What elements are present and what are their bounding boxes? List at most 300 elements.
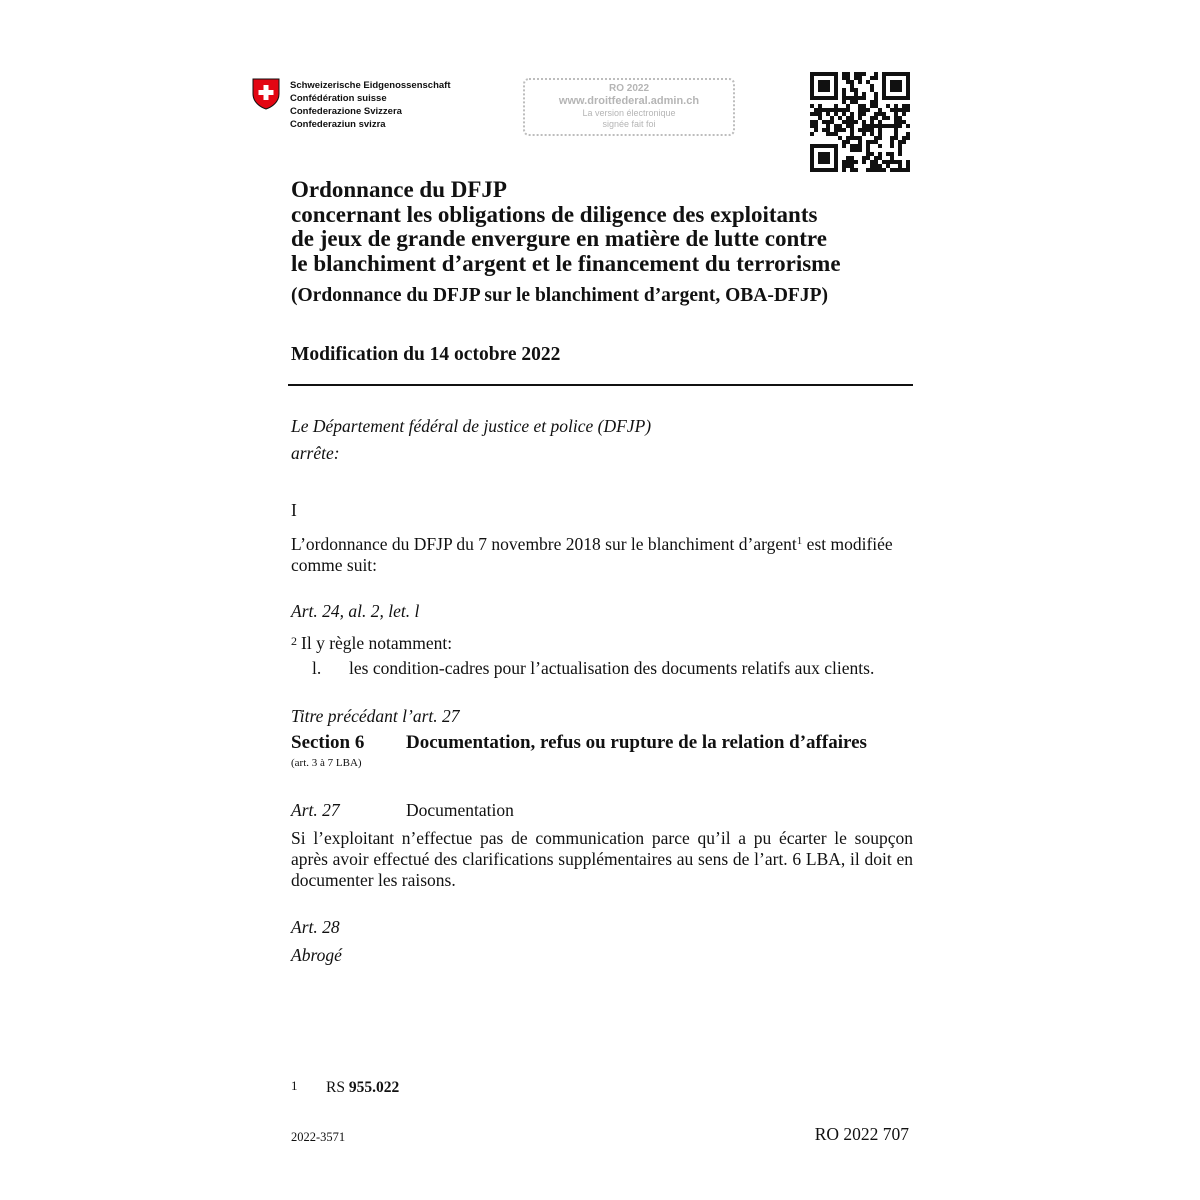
section-reference: (art. 3 à 7 LBA) bbox=[291, 757, 362, 769]
qr-module bbox=[902, 136, 906, 140]
qr-module bbox=[874, 76, 878, 80]
qr-module bbox=[846, 104, 850, 108]
qr-module bbox=[866, 140, 870, 144]
qr-module bbox=[854, 88, 858, 92]
qr-module bbox=[842, 164, 846, 168]
qr-module bbox=[866, 152, 870, 156]
qr-module bbox=[834, 124, 838, 128]
qr-module bbox=[874, 104, 878, 108]
qr-module bbox=[834, 144, 838, 148]
qr-module bbox=[870, 140, 874, 144]
qr-module bbox=[894, 96, 898, 100]
qr-module bbox=[834, 168, 838, 172]
qr-module bbox=[858, 136, 862, 140]
qr-module bbox=[854, 148, 858, 152]
qr-module bbox=[826, 128, 830, 132]
art27-title: Documentation bbox=[406, 800, 514, 820]
qr-module bbox=[826, 112, 830, 116]
electronic-signature-stamp bbox=[523, 78, 735, 136]
qr-module bbox=[862, 72, 866, 76]
qr-module bbox=[870, 124, 874, 128]
qr-module bbox=[846, 156, 850, 160]
confederation-name-fr: Confédération suisse bbox=[290, 93, 387, 104]
qr-module bbox=[818, 168, 822, 172]
qr-module bbox=[882, 96, 886, 100]
qr-module bbox=[870, 100, 874, 104]
qr-module bbox=[862, 112, 866, 116]
qr-module bbox=[882, 88, 886, 92]
qr-module bbox=[826, 132, 830, 136]
qr-module bbox=[894, 108, 898, 112]
qr-module bbox=[818, 72, 822, 76]
qr-module bbox=[814, 112, 818, 116]
qr-module bbox=[846, 164, 850, 168]
qr-module bbox=[898, 88, 902, 92]
qr-module bbox=[834, 108, 838, 112]
qr-module bbox=[886, 160, 890, 164]
qr-module bbox=[874, 92, 878, 96]
qr-module bbox=[838, 116, 842, 120]
qr-module bbox=[838, 108, 842, 112]
qr-module bbox=[830, 132, 834, 136]
qr-module bbox=[862, 96, 866, 100]
qr-module bbox=[858, 108, 862, 112]
qr-module bbox=[882, 168, 886, 172]
qr-module bbox=[854, 96, 858, 100]
qr-module bbox=[862, 108, 866, 112]
qr-module bbox=[842, 144, 846, 148]
qr-module bbox=[878, 164, 882, 168]
document-short-title: (Ordonnance du DFJP sur le blanchiment d’argent, OBA-DFJP) bbox=[291, 285, 828, 306]
qr-module bbox=[874, 96, 878, 100]
qr-module bbox=[826, 156, 830, 160]
qr-module bbox=[810, 88, 814, 92]
qr-module bbox=[902, 120, 906, 124]
qr-module bbox=[846, 124, 850, 128]
qr-module bbox=[886, 72, 890, 76]
qr-module bbox=[874, 116, 878, 120]
qr-module bbox=[854, 136, 858, 140]
qr-module bbox=[870, 84, 874, 88]
qr-module bbox=[874, 168, 878, 172]
qr-module bbox=[894, 132, 898, 136]
qr-module bbox=[878, 136, 882, 140]
qr-module bbox=[898, 72, 902, 76]
qr-module bbox=[810, 124, 814, 128]
qr-module bbox=[890, 152, 894, 156]
qr-module bbox=[894, 80, 898, 84]
qr-module bbox=[890, 160, 894, 164]
qr-module bbox=[898, 116, 902, 120]
qr-module bbox=[818, 84, 822, 88]
qr-module bbox=[822, 144, 826, 148]
qr-module bbox=[818, 96, 822, 100]
confederation-name-de: Schweizerische Eidgenossenschaft bbox=[290, 80, 451, 91]
qr-module bbox=[810, 80, 814, 84]
amendment-intro bbox=[291, 534, 913, 576]
qr-module bbox=[814, 168, 818, 172]
qr-module bbox=[810, 104, 814, 108]
qr-module bbox=[898, 168, 902, 172]
qr-module bbox=[874, 72, 878, 76]
footnote-reference[interactable]: 1 bbox=[796, 535, 803, 547]
qr-module bbox=[818, 156, 822, 160]
qr-module bbox=[822, 88, 826, 92]
qr-module bbox=[810, 132, 814, 136]
qr-module bbox=[810, 112, 814, 116]
qr-module bbox=[814, 108, 818, 112]
qr-module bbox=[838, 128, 842, 132]
qr-module bbox=[858, 96, 862, 100]
qr-module bbox=[814, 144, 818, 148]
qr-module bbox=[826, 108, 830, 112]
qr-module bbox=[874, 112, 878, 116]
qr-module bbox=[822, 80, 826, 84]
qr-module bbox=[842, 120, 846, 124]
qr-module bbox=[846, 80, 850, 84]
list-item-letter: l. bbox=[312, 658, 322, 678]
stamp-note-1: La version électronique bbox=[582, 108, 676, 118]
qr-module bbox=[834, 84, 838, 88]
qr-module bbox=[850, 132, 854, 136]
qr-module bbox=[878, 128, 882, 132]
issuing-department: Le Département fédéral de justice et police (DFJP) bbox=[291, 416, 652, 436]
qr-module bbox=[898, 144, 902, 148]
qr-module bbox=[874, 164, 878, 168]
qr-module bbox=[810, 92, 814, 96]
qr-module bbox=[814, 120, 818, 124]
qr-module bbox=[882, 112, 886, 116]
qr-module bbox=[830, 116, 834, 120]
qr-module bbox=[826, 80, 830, 84]
qr-module bbox=[850, 116, 854, 120]
official-compilation-ref: RO 2022 707 bbox=[814, 1124, 909, 1144]
qr-module bbox=[858, 80, 862, 84]
qr-module bbox=[898, 120, 902, 124]
stamp-note-2: signée fait foi bbox=[602, 119, 656, 129]
qr-module bbox=[878, 152, 882, 156]
qr-module bbox=[830, 96, 834, 100]
qr-module bbox=[818, 104, 822, 108]
qr-module bbox=[894, 136, 898, 140]
qr-module bbox=[846, 140, 850, 144]
qr-module bbox=[850, 160, 854, 164]
qr-module bbox=[870, 168, 874, 172]
qr-module bbox=[894, 72, 898, 76]
qr-module bbox=[902, 72, 906, 76]
qr-module bbox=[810, 120, 814, 124]
qr-module bbox=[814, 124, 818, 128]
qr-module bbox=[906, 132, 910, 136]
qr-module bbox=[882, 80, 886, 84]
qr-module bbox=[866, 168, 870, 172]
title-divider bbox=[288, 384, 913, 386]
qr-module bbox=[850, 148, 854, 152]
art24-label: Art. 24, al. 2, let. l bbox=[291, 601, 420, 621]
qr-module bbox=[842, 140, 846, 144]
qr-module bbox=[854, 160, 858, 164]
art28-label: Art. 28 bbox=[291, 917, 340, 937]
qr-module bbox=[906, 168, 910, 172]
qr-module bbox=[898, 164, 902, 168]
qr-module bbox=[870, 88, 874, 92]
qr-module bbox=[886, 124, 890, 128]
qr-module bbox=[906, 92, 910, 96]
qr-module bbox=[810, 76, 814, 80]
qr-module bbox=[874, 140, 878, 144]
qr-module bbox=[906, 136, 910, 140]
qr-module bbox=[890, 108, 894, 112]
qr-module bbox=[810, 152, 814, 156]
qr-module bbox=[870, 120, 874, 124]
qr-module bbox=[906, 164, 910, 168]
qr-module bbox=[834, 152, 838, 156]
qr-module bbox=[862, 124, 866, 128]
qr-module bbox=[858, 140, 862, 144]
qr-module bbox=[822, 84, 826, 88]
qr-module bbox=[894, 116, 898, 120]
qr-module bbox=[906, 84, 910, 88]
footnote-number: 1 bbox=[291, 1078, 298, 1093]
qr-module bbox=[862, 120, 866, 124]
qr-module bbox=[906, 80, 910, 84]
qr-module bbox=[890, 124, 894, 128]
qr-module bbox=[846, 160, 850, 164]
qr-module bbox=[886, 104, 890, 108]
qr-module bbox=[842, 76, 846, 80]
qr-module bbox=[898, 84, 902, 88]
qr-module bbox=[842, 92, 846, 96]
qr-module bbox=[878, 108, 882, 112]
qr-module bbox=[858, 116, 862, 120]
qr-module bbox=[890, 80, 894, 84]
qr-module bbox=[874, 156, 878, 160]
qr-module bbox=[826, 84, 830, 88]
qr-module bbox=[882, 76, 886, 80]
qr-module bbox=[842, 108, 846, 112]
qr-module bbox=[810, 156, 814, 160]
list-item-text: les condition-cadres pour l’actualisation des documents relatifs aux clients. bbox=[349, 658, 875, 678]
qr-module bbox=[834, 156, 838, 160]
footnote-prefix: RS bbox=[326, 1079, 349, 1096]
qr-module bbox=[842, 112, 846, 116]
qr-module bbox=[866, 108, 870, 112]
qr-module bbox=[810, 160, 814, 164]
footnote-text bbox=[326, 1079, 399, 1097]
footnote-ref-number: 955.022 bbox=[348, 1079, 400, 1096]
qr-module bbox=[858, 72, 862, 76]
qr-module bbox=[826, 124, 830, 128]
qr-module bbox=[862, 160, 866, 164]
qr-module bbox=[850, 100, 854, 104]
qr-module bbox=[810, 168, 814, 172]
qr-module bbox=[890, 96, 894, 100]
qr-module bbox=[898, 148, 902, 152]
qr-module bbox=[842, 72, 846, 76]
qr-module bbox=[898, 160, 902, 164]
qr-module bbox=[822, 128, 826, 132]
qr-module bbox=[826, 120, 830, 124]
qr-module bbox=[906, 96, 910, 100]
qr-module bbox=[866, 144, 870, 148]
qr-module bbox=[850, 120, 854, 124]
qr-module bbox=[846, 96, 850, 100]
qr-module bbox=[874, 160, 878, 164]
qr-module bbox=[890, 144, 894, 148]
qr-module bbox=[842, 100, 846, 104]
qr-module bbox=[842, 160, 846, 164]
qr-module bbox=[866, 80, 870, 84]
qr-module bbox=[878, 156, 882, 160]
qr-module bbox=[854, 144, 858, 148]
section-heading-note: Titre précédant l’art. 27 bbox=[291, 706, 460, 726]
qr-module bbox=[818, 160, 822, 164]
qr-module bbox=[854, 168, 858, 172]
qr-module bbox=[894, 112, 898, 116]
qr-module bbox=[850, 84, 854, 88]
qr-module bbox=[830, 72, 834, 76]
qr-module bbox=[834, 104, 838, 108]
qr-module bbox=[842, 88, 846, 92]
qr-module bbox=[834, 132, 838, 136]
qr-module bbox=[906, 104, 910, 108]
qr-module bbox=[822, 72, 826, 76]
qr-module bbox=[850, 112, 854, 116]
qr-module bbox=[826, 72, 830, 76]
qr-module bbox=[850, 136, 854, 140]
qr-module bbox=[902, 104, 906, 108]
qr-module bbox=[890, 72, 894, 76]
qr-module bbox=[830, 120, 834, 124]
title-line-2: concernant les obligations de diligence des exploitants bbox=[291, 201, 818, 227]
qr-module bbox=[854, 72, 858, 76]
document-title bbox=[291, 178, 841, 276]
qr-module bbox=[882, 160, 886, 164]
qr-module bbox=[906, 88, 910, 92]
qr-module bbox=[874, 136, 878, 140]
qr-module bbox=[878, 120, 882, 124]
qr-module bbox=[890, 136, 894, 140]
qr-module bbox=[850, 164, 854, 168]
qr-module bbox=[882, 92, 886, 96]
qr-module bbox=[858, 148, 862, 152]
qr-module bbox=[898, 152, 902, 156]
qr-module bbox=[822, 108, 826, 112]
qr-module bbox=[870, 132, 874, 136]
qr-module bbox=[858, 112, 862, 116]
qr-module bbox=[862, 128, 866, 132]
qr-module bbox=[850, 144, 854, 148]
qr-module bbox=[894, 104, 898, 108]
qr-module bbox=[822, 160, 826, 164]
qr-module bbox=[810, 164, 814, 168]
qr-module bbox=[866, 148, 870, 152]
qr-module bbox=[862, 104, 866, 108]
qr-module bbox=[826, 152, 830, 156]
qr-module bbox=[906, 160, 910, 164]
qr-module bbox=[826, 88, 830, 92]
intro-text-after: est modifiée comme suit: bbox=[291, 534, 893, 575]
stamp-url[interactable]: www.droitfederal.admin.ch bbox=[558, 95, 700, 107]
qr-module bbox=[814, 128, 818, 132]
qr-module bbox=[830, 144, 834, 148]
qr-module bbox=[834, 80, 838, 84]
qr-module bbox=[894, 128, 898, 132]
qr-module bbox=[850, 128, 854, 132]
qr-module bbox=[878, 124, 882, 128]
qr-module bbox=[906, 72, 910, 76]
qr-module bbox=[886, 96, 890, 100]
qr-module bbox=[834, 164, 838, 168]
qr-module bbox=[826, 160, 830, 164]
qr-module bbox=[898, 80, 902, 84]
qr-module bbox=[822, 168, 826, 172]
qr-module bbox=[834, 128, 838, 132]
qr-module bbox=[882, 84, 886, 88]
qr-module bbox=[858, 76, 862, 80]
qr-module bbox=[834, 160, 838, 164]
qr-module bbox=[846, 136, 850, 140]
qr-module bbox=[874, 124, 878, 128]
qr-module bbox=[906, 76, 910, 80]
qr-module bbox=[902, 140, 906, 144]
title-line-4: le blanchiment d’argent et le financement du terrorisme bbox=[291, 250, 841, 276]
qr-module bbox=[846, 108, 850, 112]
section-title: Documentation, refus ou rupture de la relation d’affaires bbox=[406, 732, 867, 753]
qr-module bbox=[850, 80, 854, 84]
qr-module bbox=[878, 132, 882, 136]
qr-module bbox=[846, 72, 850, 76]
paragraph-number: 2 bbox=[291, 634, 297, 648]
qr-module bbox=[870, 116, 874, 120]
qr-module bbox=[890, 140, 894, 144]
qr-module bbox=[894, 168, 898, 172]
qr-module bbox=[862, 92, 866, 96]
qr-module bbox=[858, 104, 862, 108]
qr-module bbox=[878, 112, 882, 116]
qr-module bbox=[858, 144, 862, 148]
qr-module bbox=[822, 120, 826, 124]
qr-module bbox=[834, 88, 838, 92]
qr-module bbox=[894, 84, 898, 88]
qr-module bbox=[826, 144, 830, 148]
qr-module bbox=[870, 128, 874, 132]
qr-module bbox=[862, 132, 866, 136]
part-number: I bbox=[291, 500, 297, 520]
qr-module bbox=[814, 96, 818, 100]
decree-word: arrête: bbox=[291, 443, 340, 463]
qr-module bbox=[834, 148, 838, 152]
qr-module bbox=[890, 156, 894, 160]
qr-module bbox=[822, 96, 826, 100]
art27-label: Art. 27 bbox=[291, 800, 340, 820]
qr-module bbox=[870, 164, 874, 168]
qr-module bbox=[834, 96, 838, 100]
qr-module bbox=[842, 96, 846, 100]
qr-module bbox=[818, 152, 822, 156]
qr-module bbox=[870, 76, 874, 80]
qr-module bbox=[850, 88, 854, 92]
qr-module bbox=[850, 156, 854, 160]
qr-module bbox=[882, 72, 886, 76]
title-line-3: de jeux de grande envergure en matière de lutte contre bbox=[291, 226, 827, 251]
modification-date: Modification du 14 octobre 2022 bbox=[291, 344, 561, 365]
qr-module bbox=[886, 164, 890, 168]
qr-module bbox=[878, 168, 882, 172]
qr-code-icon bbox=[810, 72, 910, 172]
qr-module bbox=[830, 108, 834, 112]
qr-module bbox=[898, 124, 902, 128]
